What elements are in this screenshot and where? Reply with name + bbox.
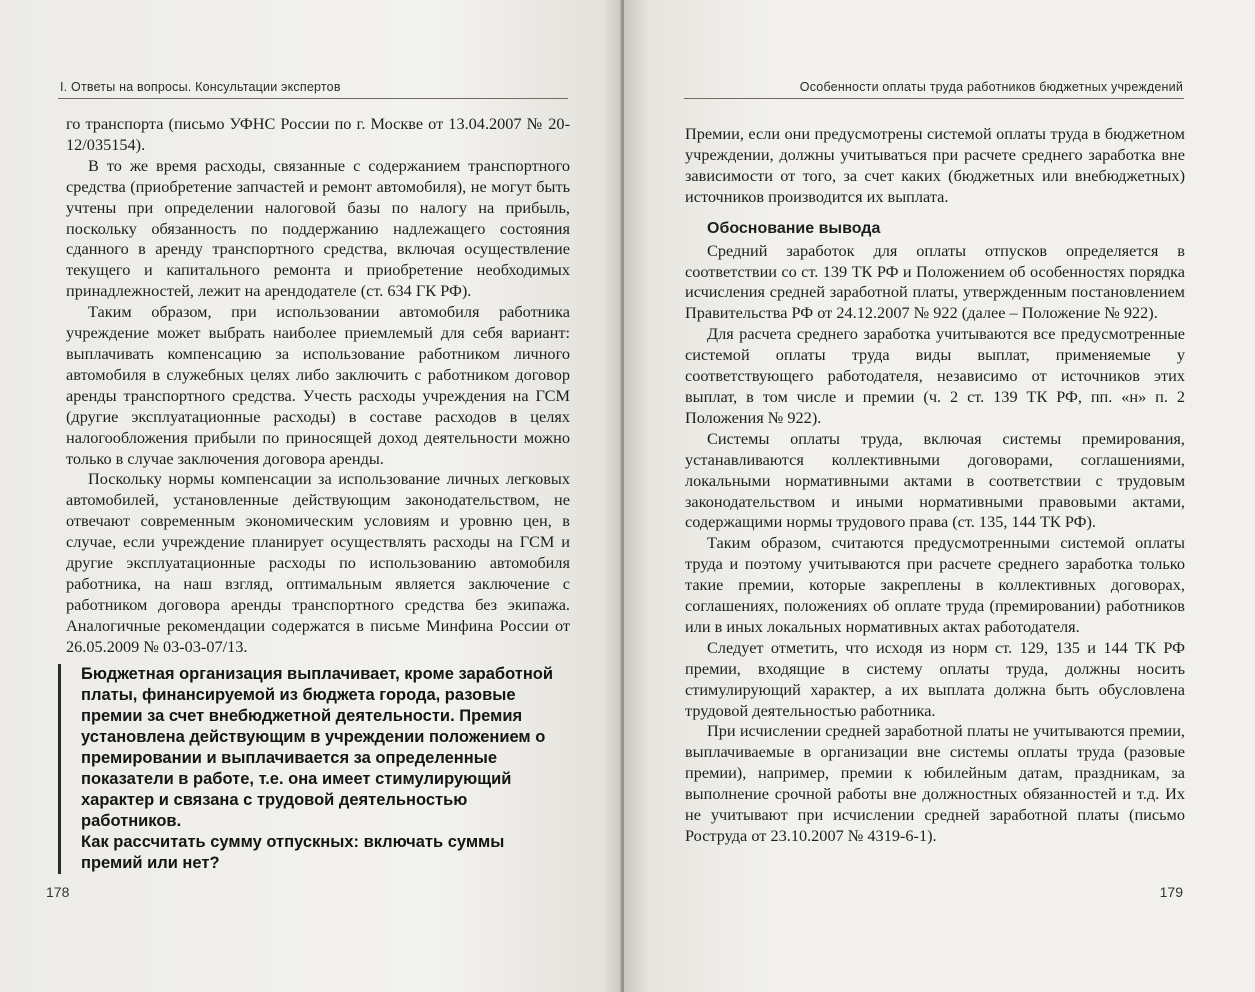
page-number-right: 179 [1159,884,1183,900]
left-body-text [66,114,570,658]
question-callout [58,664,568,874]
question-ask: Как рассчитать сумму отпускных: включать суммы премий или нет? [81,833,505,872]
paragraph: Поскольку нормы компенсации за использование личных легковых автомобилей, установленные действующим законодательством, не отвечают современным экономическим условиям и уровню цен, в случае, если учреждение планирует осуществлять расходы на ГСМ и другие эксплуатационные расходы по использованию автомобиля работника, на наш взгляд, оптимальным является заключение с работником договора аренды транспортного средства без экипажа. Аналогичные рекомендации содержатся в письме Минфина России от 26.05.2009 № 03-03-07/13. [66,469,570,656]
header-rule-right [684,98,1184,99]
running-head-left: I. Ответы на вопросы. Консультации экспертов [60,80,341,94]
running-head-right: Особенности оплаты труда работников бюджетных учреждений [799,80,1183,94]
paragraph: Таким образом, считаются предусмотренными системой оплаты труда и поэтому учитываются при расчете среднего заработка только такие премии, которые закреплены в коллективных договорах, соглашениях, положениях об оплате труда (премировании) работников или в иных локальных нормативных актах работодателя. [685,533,1185,636]
paragraph: Для расчета среднего заработка учитываются все предусмотренные системой оплаты труда виды выплат, применяемые у соответствующего работодателя, независимо от источников этих выплат, в том числе и премии (ч. 2 ст. 139 ТК РФ, пп. «н» п. 2 Положения № 922). [685,324,1185,427]
paragraph: Системы оплаты труда, включая системы премирования, устанавливаются коллективными договорами, соглашениями, локальными нормативными актами в соответствии с трудовым законодательством и иными нормативными правовыми актами, содержащими нормы трудового права (ст. 135, 144 ТК РФ). [685,428,1185,532]
question-text: Бюджетная организация выплачивает, кроме заработной платы, финансируемой из бюджета города, разовые премии за счет внебюджетной деятельности. Премия установлена действующим в учреждении положением о премировании и выплачивается за определенные показатели в работе, т.е. она имеет стимулирующий характер и связана с трудовой деятельностью работников. [81,665,554,830]
answer-intro: Премии, если они предусмотрены системой оплаты труда в бюджетном учреждении, должны учитываться при расчете среднего заработка вне зависимости от того, за счет каких (бюджетных или внебюджетных) источников производится их выплата. [685,124,1185,206]
header-rule-left [58,98,568,99]
left-page [0,0,622,992]
page-number-left: 178 [46,884,70,900]
right-body-text [685,124,1185,847]
paragraph: Средний заработок для оплаты отпусков определяется в соответствии со ст. 139 ТК РФ и Положением об особенностях порядка исчисления средней заработной платы, утвержденным постановлением Правительства РФ от 24.12.2007 № 922 (далее – Положение № 922). [685,240,1185,323]
paragraph: В то же время расходы, связанные с содержанием транспортного средства (приобретение запчастей и ремонт автомобиля), не могут быть учтены при определении налоговой базы по налогу на прибыль, поскольку обязанность по поддержанию надлежащего состояния сданного в аренду транспортного средства, включая осуществление текущего и капитального ремонта и приобретение необходимых принадлежностей, лежит на арендодателе (ст. 634 ГК РФ). [66,155,570,301]
paragraph: При исчислении средней заработной платы не учитываются премии, выплачиваемые в организации вне системы оплаты труда (разовые премии), например, премии к юбилейным датам, праздникам, за выполнение срочной работы вне должностных обязанностей и т.д. Их не учитывают при исчислении средней заработной платы (письмо Роструда от 23.10.2007 № 4319-6-1). [685,721,1185,845]
paragraph: го транспорта (письмо УФНС России по г. Москве от 13.04.2007 № 20-12/035154). [66,114,570,154]
paragraph: Следует отметить, что исходя из норм ст. 129, 135 и 144 ТК РФ премии, входящие в систему оплаты труда, должны носить стимулирующий характер, а их выплата должна быть обусловлена трудовой деятельностью работника. [685,637,1185,720]
right-page [624,0,1255,992]
section-heading: Обоснование вывода [707,219,881,237]
paragraph: Таким образом, при использовании автомобиля работника учреждение может выбрать наиболее приемлемый для себя вариант: выплачивать компенсацию за использование работником личного автомобиля в служебных целях либо заключить с работником договор аренды транспортного средства. Учесть расходы учреждения на ГСМ (другие эксплуатационные расходы) в составе расходов в целях налогообложения прибыли по приносящей доход деятельности можно только в случае заключения договора аренды. [66,302,570,468]
